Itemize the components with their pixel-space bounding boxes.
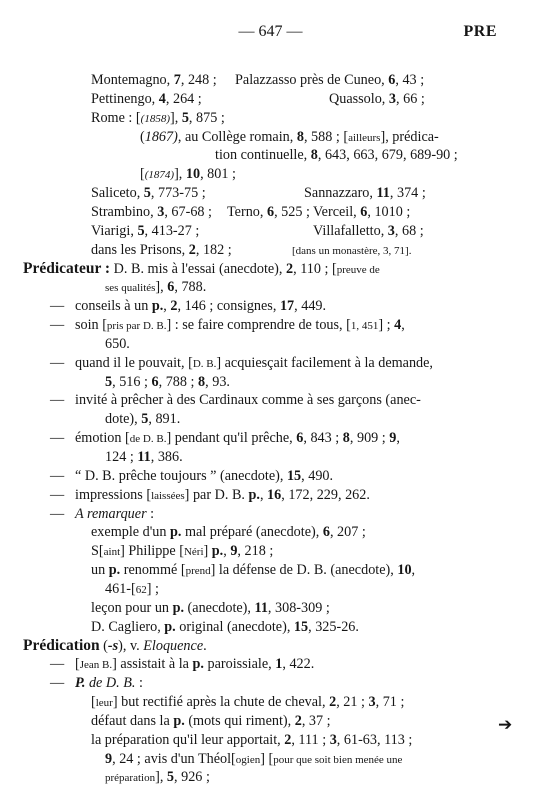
text-run: (1858) <box>140 112 170 125</box>
text-run: ] la défense de D. B. (anecdote), <box>210 562 398 579</box>
text-run: , 875 ; <box>188 109 225 126</box>
text-run: , 773-75 ; <box>150 185 206 202</box>
text-run: D. B. mis à l'essai (anecdote), <box>110 260 287 277</box>
index-text <box>91 599 330 617</box>
volume-ref: p. <box>172 599 184 616</box>
entry-dash: — <box>50 486 65 503</box>
volume-ref: 3 <box>388 90 396 107</box>
index-text <box>75 354 433 373</box>
text-run: leçon pour un <box>91 599 173 616</box>
volume-ref: 4 <box>158 90 166 107</box>
text-run: 461-[ <box>105 580 136 597</box>
index-text <box>75 674 143 692</box>
index-text <box>105 768 210 787</box>
text-run: , 788. <box>174 279 207 296</box>
volume-ref: 8 <box>198 373 206 390</box>
text-run: quand il le pouvait, [ <box>75 354 193 371</box>
volume-ref: 5 <box>137 222 145 239</box>
text-run: ] par D. B. <box>184 486 249 503</box>
text-run: , 801 ; <box>200 166 236 183</box>
text-run: , au Collège romain, <box>177 128 297 145</box>
text-run: 650. <box>105 335 130 352</box>
text-run: exemple d'un <box>91 524 170 541</box>
text-run: , <box>163 298 171 315</box>
continuation-arrow-icon: ➔ <box>498 715 513 734</box>
index-text <box>91 90 202 108</box>
index-line <box>0 203 541 221</box>
volume-ref: p. <box>192 656 204 673</box>
index-text <box>235 71 424 89</box>
text-run: , <box>401 317 405 334</box>
text-run: , <box>411 562 416 579</box>
text-run: Prédicateur : <box>23 259 111 277</box>
entry-dash: — <box>50 467 65 484</box>
text-run: ], prédica- <box>380 128 439 145</box>
index-line <box>0 146 541 164</box>
index-line <box>0 655 541 673</box>
text-run: , 61-63, 113 ; <box>336 731 413 748</box>
volume-ref: 3 <box>157 203 165 220</box>
text-run: , 516 ; <box>112 373 152 390</box>
entry-dash: — <box>50 430 65 447</box>
text-run: ailleurs <box>348 131 381 144</box>
index-text <box>75 486 370 505</box>
text-run: (mots qui riment), <box>184 712 295 729</box>
text-run: [ <box>140 166 145 183</box>
index-line <box>0 128 541 146</box>
index-line <box>0 335 541 353</box>
index-text <box>105 580 159 599</box>
text-run: ] <box>203 543 212 560</box>
index-line <box>0 354 541 372</box>
index-line <box>0 768 541 786</box>
page-number: — 647 — <box>238 23 303 40</box>
index-text <box>91 618 359 636</box>
text-run: prend <box>185 565 211 578</box>
text-run: ] : se faire comprendre de tous, [ <box>166 317 351 334</box>
index-line <box>0 750 541 768</box>
index-line <box>0 391 541 409</box>
text-run: , 182 ; <box>195 241 232 258</box>
index-text <box>91 241 232 259</box>
text-run: , 413-27 ; <box>144 222 200 239</box>
text-run: , 146 ; consignes, <box>177 298 280 315</box>
text-run: , 374 ; <box>389 185 426 202</box>
volume-ref: 2 <box>329 694 337 711</box>
text-run: défaut dans la <box>91 712 174 729</box>
volume-ref: p. <box>170 524 182 541</box>
volume-ref: 6 <box>296 430 304 447</box>
index-text <box>105 335 130 353</box>
entry-dash: — <box>50 656 65 673</box>
text-run: de D. B. <box>129 433 167 446</box>
index-line <box>0 599 541 617</box>
text-run: impressions [ <box>75 486 152 503</box>
text-run: ogien <box>235 753 261 766</box>
volume-ref: 2 <box>284 731 292 748</box>
entry-dash: — <box>50 317 65 334</box>
text-run: “ D. B. prêche toujours ” (anecdote), <box>75 467 287 484</box>
volume-ref: 5 <box>166 769 175 786</box>
text-run: , 71 ; <box>375 694 405 711</box>
text-run: ] but rectifié après la chute de cheval, <box>112 694 330 711</box>
text-run: Pettinengo, <box>91 90 159 107</box>
text-run: , 207 ; <box>329 524 366 541</box>
text-run: , 66 ; <box>396 90 425 107</box>
text-run: (1874) <box>144 169 175 182</box>
text-run: [dans un monastère, 3, 71]. <box>292 244 412 257</box>
index-line <box>0 241 541 259</box>
text-run: ] assistait à la <box>112 656 193 673</box>
index-line <box>0 693 541 711</box>
index-text <box>23 637 207 655</box>
index-text <box>75 655 314 674</box>
text-run: , 891. <box>148 411 181 428</box>
text-run: paroissiale, <box>203 656 276 673</box>
index-text <box>105 750 402 769</box>
text-run: , 1010 ; <box>367 203 411 220</box>
index-text <box>140 165 236 184</box>
text-run: laissées <box>151 489 185 502</box>
volume-ref: -s <box>107 637 119 654</box>
entry-dash: — <box>50 298 65 315</box>
text-run: ( <box>99 637 108 654</box>
index-text <box>105 373 230 391</box>
volume-ref: 6 <box>167 279 175 296</box>
index-text <box>23 260 380 279</box>
index-line <box>0 561 541 579</box>
index-text <box>329 90 425 108</box>
volume-ref: 6 <box>322 524 330 541</box>
index-line <box>0 410 541 428</box>
volume-ref: 10 <box>397 562 412 579</box>
text-run: , <box>396 430 400 447</box>
index-text <box>91 109 225 128</box>
volume-ref: 2 <box>170 298 178 315</box>
text-run: [ <box>75 656 80 673</box>
text-run: Montemagno, <box>91 72 174 88</box>
volume-ref: 3 <box>387 222 395 239</box>
text-run: ] Philippe [ <box>120 543 184 560</box>
index-line <box>0 316 541 334</box>
text-run: D. Cagliero, <box>91 618 165 635</box>
index-line <box>0 109 541 127</box>
volume-ref: 6 <box>151 373 159 390</box>
text-run: , 788 ; <box>158 373 199 390</box>
text-run: ] ; <box>146 580 159 597</box>
volume-ref: 7 <box>173 72 181 88</box>
volume-ref: 3 <box>368 694 376 711</box>
text-run: Villafalletto, <box>313 222 388 239</box>
text-run: ], <box>155 769 167 786</box>
text-run: , 264 ; <box>165 90 202 107</box>
text-run: , 643, 663, 679, 689-90 ; <box>317 147 458 164</box>
volume-ref: 17 <box>279 298 295 315</box>
index-text <box>75 297 326 315</box>
index-text <box>91 222 199 240</box>
text-run: , 218 ; <box>237 543 274 560</box>
index-text <box>215 146 458 164</box>
text-run: Sannazzaro, <box>304 185 377 202</box>
text-run: 124 ; <box>105 449 138 465</box>
text-run: dans les Prisons, <box>91 241 189 258</box>
index-line <box>0 429 541 447</box>
text-run: , 21 ; <box>336 694 369 711</box>
text-run: Palazzasso près de Cuneo, <box>235 72 389 88</box>
index-text <box>91 523 366 541</box>
volume-ref: 8 <box>342 430 350 447</box>
volume-ref: 10 <box>185 166 201 183</box>
text-run: ses qualités <box>105 282 156 295</box>
text-run: de D. B. <box>85 675 136 692</box>
volume-ref: 11 <box>137 449 151 465</box>
text-run: , 588 ; [ <box>303 128 349 145</box>
text-run: Viarigi, <box>91 222 138 239</box>
text-run: , 490. <box>301 467 334 484</box>
index-line <box>0 486 541 504</box>
volume-ref: 5 <box>105 373 113 390</box>
volume-ref: 6 <box>266 203 275 220</box>
index-line <box>0 467 541 485</box>
text-run: , 43 ; <box>395 72 425 88</box>
index-text <box>75 391 421 409</box>
text-run: leur <box>95 697 113 710</box>
text-run: aint <box>103 546 121 559</box>
text-run: Rome : [ <box>91 109 141 126</box>
text-run: original (anecdote), <box>175 618 294 635</box>
text-run: ] ; <box>378 317 395 334</box>
index-line <box>0 674 541 692</box>
volume-ref: 2 <box>294 712 302 729</box>
volume-ref: 9 <box>105 750 113 767</box>
text-run: Jean B. <box>79 659 113 672</box>
volume-ref: p. <box>164 618 176 635</box>
volume-ref: p. <box>151 298 164 315</box>
text-run: preuve de <box>336 263 380 276</box>
index-line <box>0 580 541 598</box>
text-run: ( <box>140 128 145 145</box>
index-text <box>105 448 183 466</box>
text-run: : <box>135 675 143 692</box>
text-run: ] acquiesçait facilement à la demande, <box>216 354 433 371</box>
text-run: la préparation qu'il leur apportait, <box>91 731 285 748</box>
volume-ref: 8 <box>296 128 304 145</box>
index-line <box>0 731 541 749</box>
text-run: conseils à un <box>75 298 152 315</box>
volume-ref: 5 <box>143 185 151 202</box>
volume-ref: p. <box>173 712 185 729</box>
index-line <box>0 448 541 466</box>
volume-ref: 4 <box>394 317 402 334</box>
entry-dash: — <box>50 354 65 371</box>
text-run: émotion [ <box>75 430 130 447</box>
text-run: , 422. <box>282 656 315 673</box>
text-run: préparation <box>105 772 156 785</box>
text-run: pris par D. B. <box>106 320 167 333</box>
index-line <box>0 90 541 108</box>
text-run: ] pendant qu'il prêche, <box>166 430 297 447</box>
text-run: , 67-68 ; <box>164 203 212 220</box>
index-line <box>0 165 541 183</box>
text-run: , 172, 229, 262. <box>281 486 370 503</box>
text-run: renommé [ <box>120 562 186 579</box>
index-text <box>75 316 405 335</box>
volume-ref: p. <box>211 543 224 560</box>
index-text <box>91 184 206 202</box>
text-run: Terno, <box>227 203 267 220</box>
index-text <box>75 505 154 523</box>
text-run: Néri <box>183 546 204 559</box>
text-run: , 37 ; <box>301 712 331 729</box>
index-text <box>75 467 333 485</box>
index-line <box>0 618 541 636</box>
text-run: , 111 ; <box>291 731 330 748</box>
text-run: , 909 ; <box>349 430 390 447</box>
index-line <box>0 278 541 296</box>
index-line <box>0 505 541 523</box>
volume-ref: P. <box>75 675 86 692</box>
index-text <box>140 128 439 147</box>
volume-ref: 16 <box>267 486 282 503</box>
text-run: tion continuelle, <box>215 147 311 164</box>
index-text <box>91 712 331 730</box>
volume-ref: 5 <box>181 109 189 126</box>
text-run: ], <box>174 166 186 183</box>
entry-dash: — <box>50 505 65 522</box>
volume-ref: p. <box>108 562 121 579</box>
index-text <box>292 241 411 260</box>
text-run: , 248 ; <box>180 72 217 88</box>
index-text <box>91 731 412 749</box>
volume-ref: 15 <box>293 618 309 635</box>
text-run: A remarquer <box>75 505 147 522</box>
index-text <box>91 542 273 561</box>
volume-ref: 11 <box>254 599 268 616</box>
text-run: 1, 451 <box>350 320 379 333</box>
volume-ref: 2 <box>286 260 294 277</box>
index-text <box>304 184 426 202</box>
text-run: [ <box>91 694 96 711</box>
text-run: 62 <box>135 583 147 596</box>
index-line <box>0 523 541 541</box>
text-run: invité à prêcher à des Cardinaux comme à ses garçons (anec- <box>75 392 421 409</box>
volume-ref: p. <box>248 486 260 503</box>
text-run: Strambino, <box>91 203 158 220</box>
text-run: , 93. <box>205 373 230 390</box>
text-run: , 110 ; [ <box>293 260 337 277</box>
index-line <box>0 222 541 240</box>
index-text <box>91 693 404 712</box>
text-run: Verceil, <box>313 203 361 220</box>
text-run: S[ <box>91 543 104 560</box>
text-run: , 68 ; <box>394 222 424 239</box>
entry-dash: — <box>50 675 65 692</box>
text-run: Prédication <box>23 636 100 654</box>
volume-ref: 9 <box>389 430 397 447</box>
text-run: Eloquence <box>143 637 204 654</box>
text-run: , 449. <box>294 298 327 315</box>
index-text <box>91 71 217 89</box>
volume-ref: 6 <box>388 72 396 88</box>
index-text <box>91 561 415 580</box>
index-text <box>91 203 212 221</box>
text-run: soin [ <box>75 317 107 334</box>
text-run: D. B. <box>192 357 217 370</box>
text-run: pour que soit bien menée une <box>273 753 403 766</box>
volume-ref: 1 <box>275 656 283 673</box>
text-run: un <box>91 562 109 579</box>
volume-ref: 6 <box>360 203 368 220</box>
text-run: : <box>146 505 155 522</box>
volume-ref: 9 <box>230 543 238 560</box>
index-line <box>0 637 541 655</box>
text-run: mal préparé (anecdote), <box>181 524 323 541</box>
index-text <box>313 203 410 221</box>
entry-dash: — <box>50 392 65 409</box>
index-text <box>313 222 424 240</box>
index-line <box>0 71 541 89</box>
text-run: (anecdote), <box>184 599 255 616</box>
volume-ref: 5 <box>141 411 149 428</box>
volume-ref: 11 <box>376 185 390 202</box>
text-run: , 325-26. <box>308 618 359 635</box>
index-text <box>105 410 180 428</box>
index-line <box>0 712 541 730</box>
text-run: Saliceto, <box>91 185 144 202</box>
text-run: Quassolo, <box>329 90 389 107</box>
text-run: . <box>203 637 207 654</box>
volume-ref: 3 <box>329 731 337 748</box>
text-run: , 926 ; <box>174 769 210 786</box>
index-line <box>0 297 541 315</box>
text-run: dote), <box>105 411 142 428</box>
text-run: , 386. <box>150 449 183 465</box>
text-run: , 308-309 ; <box>267 599 330 616</box>
volume-ref: 8 <box>310 147 318 164</box>
index-line <box>0 184 541 202</box>
text-run: , 525 ; <box>274 203 310 220</box>
index-text <box>227 203 310 221</box>
index-line <box>0 542 541 560</box>
index-line <box>0 260 541 278</box>
text-run: , 843 ; <box>303 430 343 447</box>
volume-ref: 15 <box>286 467 302 484</box>
text-run: 1867) <box>144 128 178 145</box>
text-run: , <box>223 543 231 560</box>
text-run: ] [ <box>260 750 274 767</box>
text-run: , <box>259 486 268 503</box>
text-run: , 24 ; avis d'un Théol[ <box>112 750 236 767</box>
index-text <box>105 278 206 297</box>
index-text <box>75 429 400 448</box>
index-line <box>0 373 541 391</box>
volume-ref: 2 <box>188 241 196 258</box>
page-header <box>0 23 541 45</box>
text-run: ), v. <box>118 637 144 654</box>
text-run: ], <box>169 109 182 126</box>
text-run: ], <box>155 279 168 296</box>
section-letters: PRE <box>463 23 497 40</box>
